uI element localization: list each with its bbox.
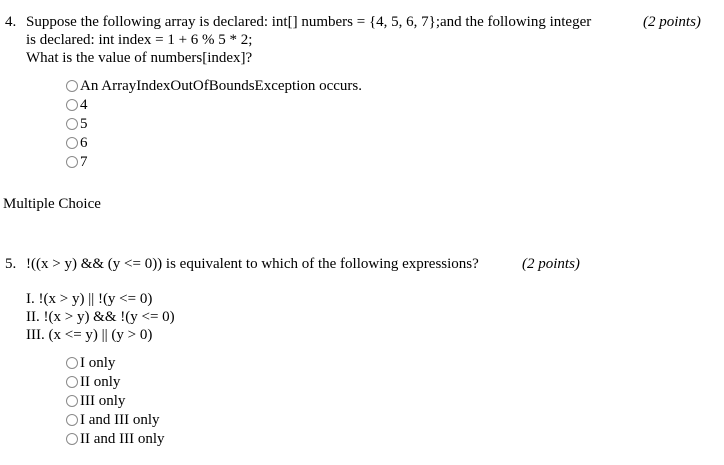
q5-option-radio[interactable]	[66, 433, 78, 445]
q4-option-radio[interactable]	[66, 118, 78, 130]
q5-statement: III. (x <= y) || (y > 0)	[26, 327, 153, 343]
q5-option-label[interactable]: III only	[80, 393, 126, 409]
q5-statement: I. !(x > y) || !(y <= 0)	[26, 291, 153, 307]
q4-text-line1: Suppose the following array is declared: int[] numbers = {4, 5, 6, 7};and the following integer	[26, 14, 592, 30]
q4-option-label[interactable]: 6	[80, 135, 88, 151]
q4-option-label[interactable]: 5	[80, 116, 88, 132]
q5-option-radio[interactable]	[66, 376, 78, 388]
question-type-label: Multiple Choice	[3, 196, 101, 212]
q5-option-radio[interactable]	[66, 357, 78, 369]
q4-option-label[interactable]: 7	[80, 154, 88, 170]
q5-points: (2 points)	[522, 256, 580, 272]
q5-option-label[interactable]: I only	[80, 355, 116, 371]
q4-option-label[interactable]: 4	[80, 97, 88, 113]
q4-text-line3: What is the value of numbers[index]?	[26, 50, 253, 66]
q4-option-radio[interactable]	[66, 80, 78, 92]
q4-option-radio[interactable]	[66, 156, 78, 168]
q4-text-line2: is declared: int index = 1 + 6 % 5 * 2;	[26, 32, 253, 48]
q5-option-label[interactable]: II only	[80, 374, 121, 390]
q4-points: (2 points)	[643, 14, 701, 30]
q5-number: 5.	[5, 256, 17, 272]
q5-option-radio[interactable]	[66, 395, 78, 407]
q5-option-label[interactable]: II and III only	[80, 431, 165, 447]
q5-statement: II. !(x > y) && !(y <= 0)	[26, 309, 175, 325]
q5-option-radio[interactable]	[66, 414, 78, 426]
q4-number: 4.	[5, 14, 17, 30]
q4-option-label[interactable]: An ArrayIndexOutOfBoundsException occurs.	[80, 78, 363, 94]
q5-option-label[interactable]: I and III only	[80, 412, 160, 428]
q4-option-radio[interactable]	[66, 137, 78, 149]
q4-option-radio[interactable]	[66, 99, 78, 111]
q5-question-text: !((x > y) && (y <= 0)) is equivalent to which of the following expressions?	[26, 256, 479, 272]
